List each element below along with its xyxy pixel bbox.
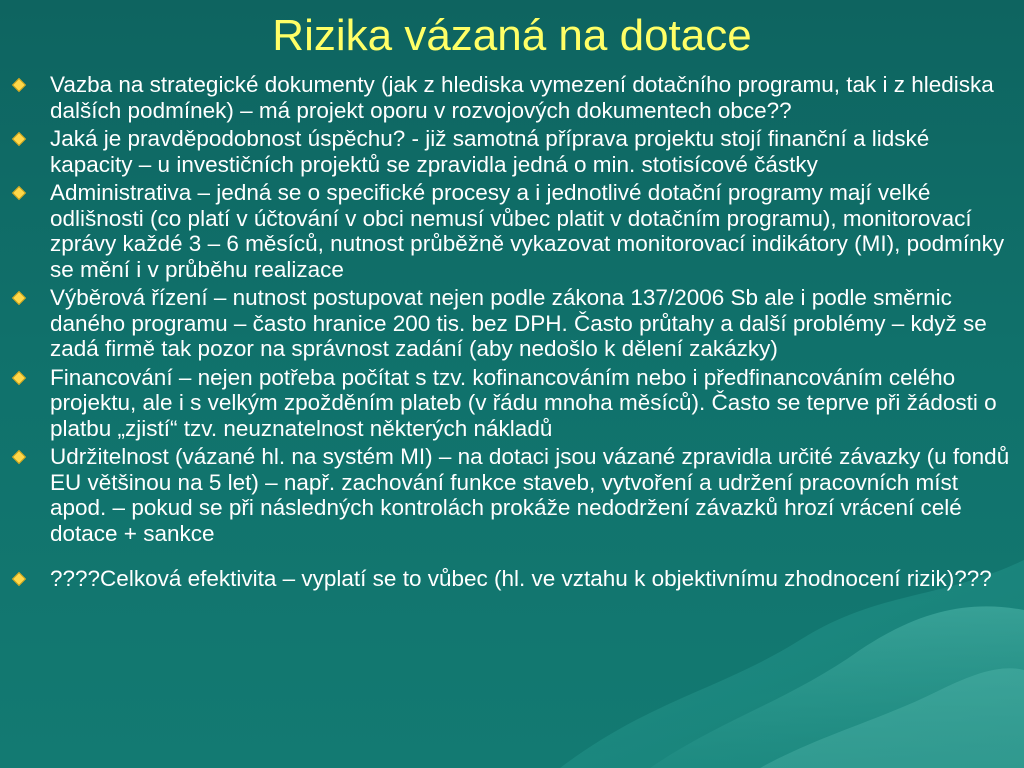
bullet-item [0, 180, 1010, 282]
slide-title: Rizika vázaná na dotace [272, 11, 752, 60]
bullet-item [0, 285, 1010, 362]
bullet-item [0, 365, 1010, 442]
bullet-text: Vazba na strategické dokumenty (jak z hlediska vymezení dotačního programu, tak i z hlediska dalších podmínek) – má projekt oporu v rozvojových dokumentech obce?? [50, 72, 994, 123]
bullet-text: Administrativa – jedná se o specifické procesy a i jednotlivé dotační programy mají velké odlišnosti (co platí v účtování v obci nemusí vůbec platit v dotačním programu), monitorovací zprávy každé 3 – 6 měsíců, nutnost průběžně vykazovat monitorovací indikátory (MI), podmínky se mění i v průběhu realizace [50, 180, 1005, 282]
diamond-bullet-icon [12, 186, 26, 200]
bullet-item [0, 126, 1010, 177]
bullet-text: Jaká je pravděpodobnost úspěchu? - již samotná příprava projektu stojí finanční a lidské kapacity – u investičních projektů se zpravidla jedná o min. stotisícové částky [50, 126, 930, 177]
bullet-text: Financování – nejen potřeba počítat s tzv. kofinancováním nebo i předfinancováním celého projektu, ale i s velkým zpožděním plateb (v řádu mnoha měsíců). Často se teprve při žádosti o platbu „zjistí“ tzv. neuznatelnost některých nákladů [50, 364, 997, 441]
diamond-bullet-icon [12, 78, 26, 92]
diamond-bullet-icon [12, 370, 26, 384]
diamond-bullet-icon [12, 132, 26, 146]
bullet-text: Udržitelnost (vázané hl. na systém MI) – na dotaci jsou vázané zpravidla určité závazky (u fondů EU většinou na 5 let) – např. zachování funkce staveb, vytvoření a udržení pracovních míst apod. – pokud se při následných kontrolách prokáže nedodržení závazků hrozí vrácení celé dotace + sankce [50, 444, 1010, 546]
diamond-bullet-icon [12, 450, 26, 464]
bullet-text: Výběrová řízení – nutnost postupovat nejen podle zákona 137/2006 Sb ale i podle směrnic daného programu – často hranice 200 tis. bez DPH. Často průtahy a další problémy – když se zadá firmě tak pozor na správnost zadání (aby nedošlo k dělení zakázky) [50, 285, 987, 361]
bullet-item [0, 444, 1010, 546]
bullet-item [0, 566, 1010, 592]
diamond-bullet-icon [12, 291, 26, 305]
diamond-bullet-icon [12, 572, 26, 586]
bullet-text: ????Celková efektivita – vyplatí se to vůbec (hl. ve vztahu k objektivnímu zhodnocení rizik)??? [50, 566, 992, 591]
bullet-list [0, 72, 1010, 595]
bullet-item [0, 72, 1010, 123]
